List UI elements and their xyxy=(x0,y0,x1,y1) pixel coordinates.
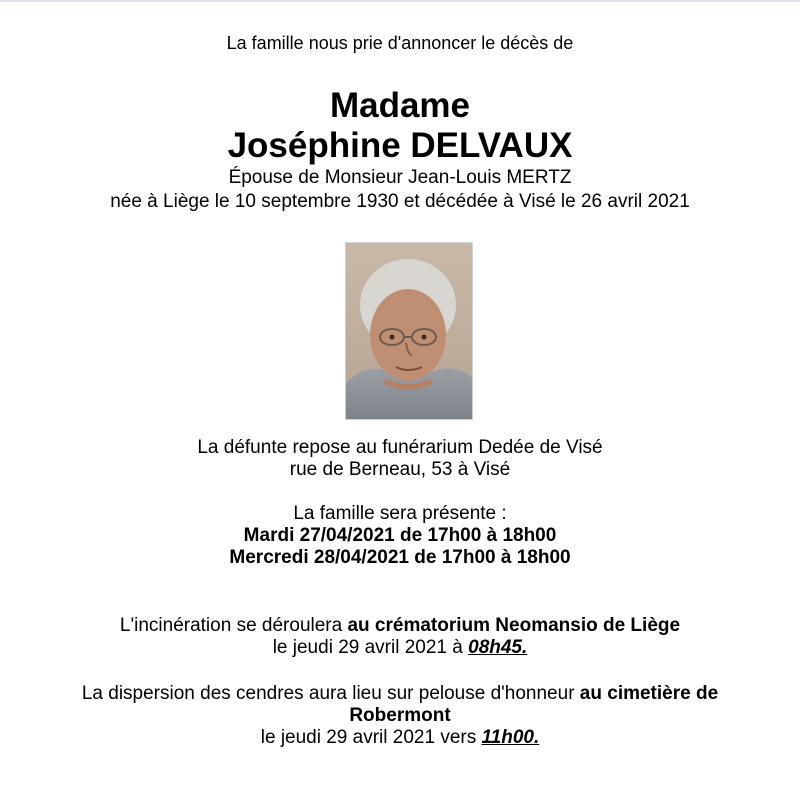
dispersion-line3 xyxy=(0,727,800,749)
dispersion-place-part2: Robermont xyxy=(349,705,451,726)
visitation-day1: Mardi 27/04/2021 de 17h00 à 18h00 xyxy=(243,525,557,546)
title-honorific: Madame xyxy=(329,86,471,125)
funeral-home-address: rue de Berneau, 53 à Visé xyxy=(289,459,511,480)
birth-death-line: née à Liège le 10 septembre 1930 et décédée à Visé le 26 avril 2021 xyxy=(110,191,690,212)
dispersion-info xyxy=(0,683,800,749)
spouse-line: Épouse de Monsieur Jean-Louis MERTZ xyxy=(228,167,572,188)
funeral-home-info xyxy=(0,437,800,481)
visitation-info xyxy=(0,503,800,569)
visitation-day2: Mercredi 28/04/2021 de 17h00 à 18h00 xyxy=(229,547,571,568)
cremation-line2 xyxy=(0,637,800,659)
dispersion-line1 xyxy=(0,683,800,705)
funeral-home-line1: La défunte repose au funérarium Dedée de Visé xyxy=(197,437,603,458)
dispersion-place-part1: au cimetière de xyxy=(579,683,719,704)
top-divider xyxy=(0,0,800,2)
cremation-place: au crématorium Neomansio de Liège xyxy=(347,615,681,636)
cremation-prefix: L'incinération se déroulera xyxy=(119,615,348,636)
cremation-line1 xyxy=(0,615,800,637)
cremation-time: 08h45. xyxy=(468,637,528,658)
portrait-photo xyxy=(345,242,473,420)
intro-text: La famille nous prie d'annoncer le décès de xyxy=(226,33,574,53)
dispersion-prefix: La dispersion des cendres aura lieu sur pelouse d'honneur xyxy=(81,683,580,704)
deceased-name: Joséphine DELVAUX xyxy=(227,126,573,165)
cremation-info xyxy=(0,615,800,659)
dispersion-time: 11h00. xyxy=(481,727,540,748)
dispersion-date: le jeudi 29 avril 2021 vers xyxy=(260,727,482,748)
cremation-date: le jeudi 29 avril 2021 à xyxy=(272,637,469,658)
visitation-heading: La famille sera présente : xyxy=(293,503,507,524)
